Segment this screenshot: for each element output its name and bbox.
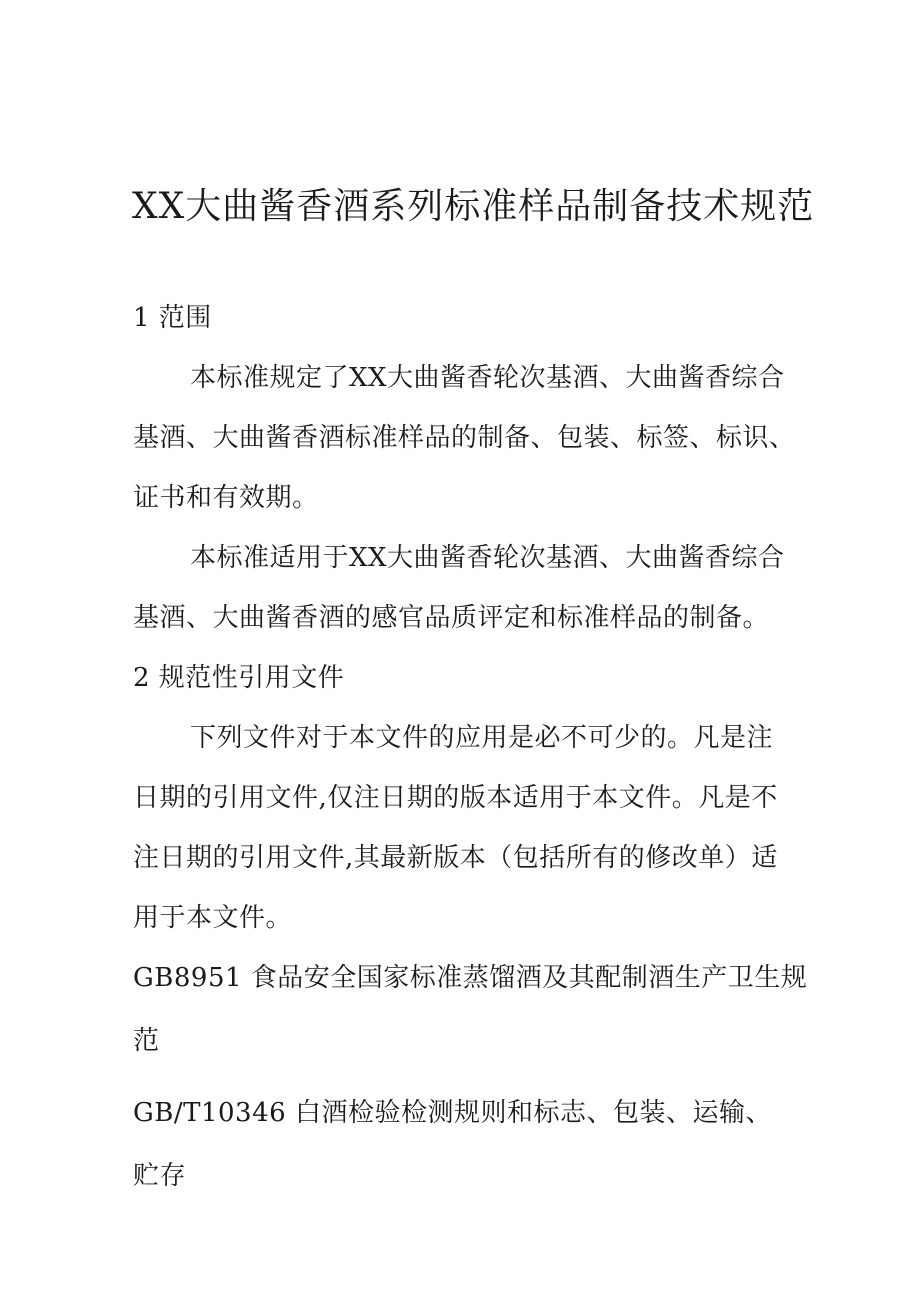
paragraph-line: 注日期的引用文件,其最新版本（包括所有的修改单）适: [133, 843, 778, 873]
paragraph-line: 基酒、大曲酱香酒标准样品的制备、包装、标签、标识、: [133, 423, 796, 453]
paragraph-line: 本标准规定了XX大曲酱香轮次基酒、大曲酱香综合: [190, 363, 785, 393]
reference-line: GB8951 食品安全国家标准蒸馏酒及其配制酒生产卫生规: [133, 963, 808, 993]
paragraph-line: 用于本文件。: [133, 903, 293, 933]
reference-line: 范: [133, 1026, 160, 1056]
section-heading-scope: 1 范围: [133, 303, 212, 333]
reference-line: GB/T10346 白酒检验检测规则和标志、包装、运输、: [133, 1098, 772, 1128]
paragraph-line: 日期的引用文件,仅注日期的版本适用于本文件。凡是不: [133, 783, 778, 813]
paragraph-line: 基酒、大曲酱香酒的感官品质评定和标准样品的制备。: [133, 603, 770, 633]
paragraph-line: 下列文件对于本文件的应用是必不可少的。凡是注: [190, 723, 774, 753]
paragraph-line: 本标准适用于XX大曲酱香轮次基酒、大曲酱香综合: [190, 543, 785, 573]
document-title: XX大曲酱香酒系列标准样品制备技术规范: [132, 186, 815, 227]
reference-line: 贮存: [133, 1161, 187, 1191]
paragraph-line: 证书和有效期。: [133, 483, 319, 513]
section-heading-references: 2 规范性引用文件: [133, 663, 345, 693]
